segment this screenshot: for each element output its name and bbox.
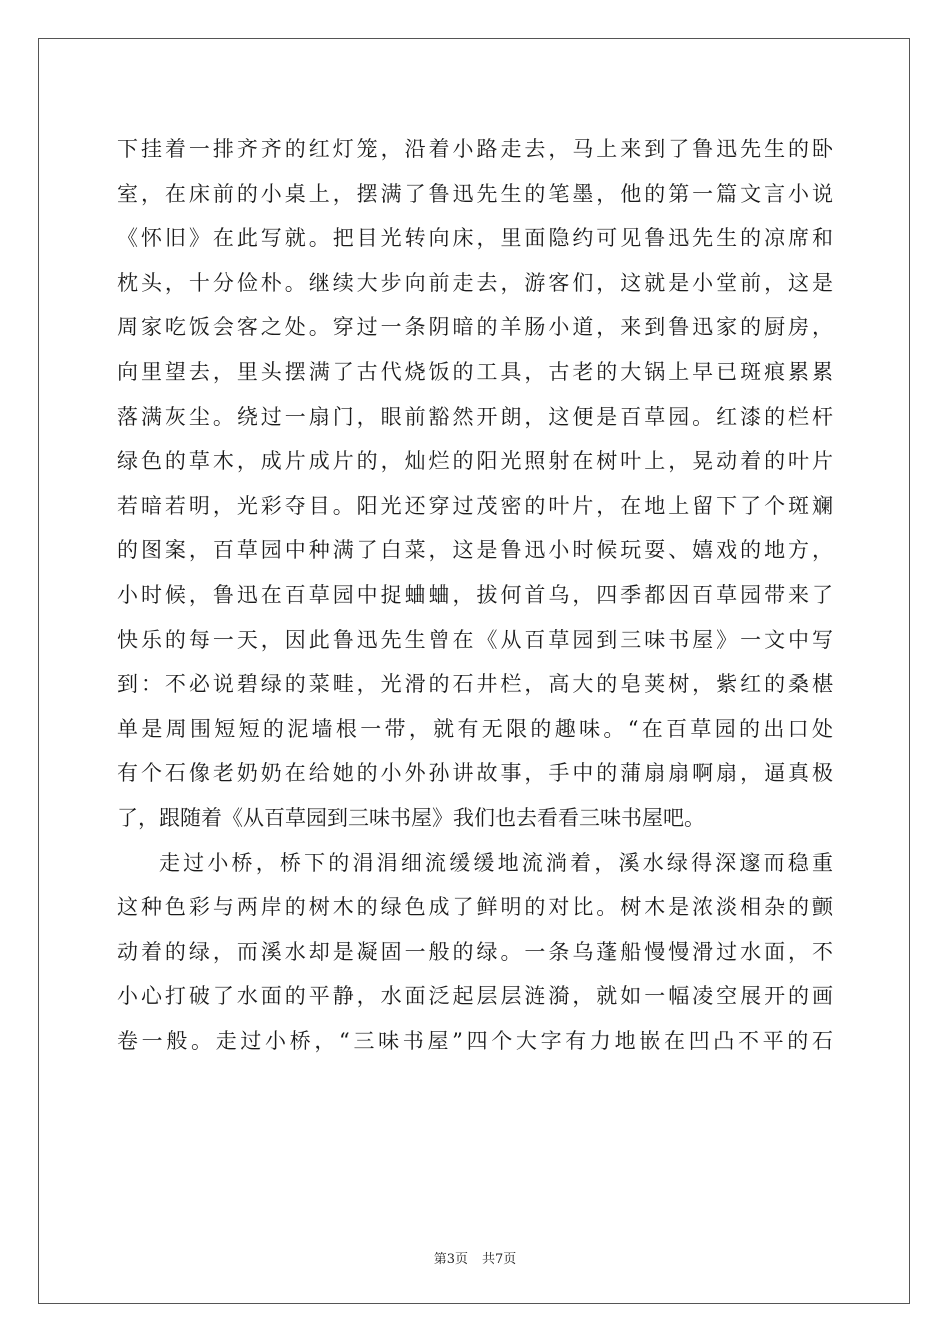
text-line: 快乐的每一天，因此鲁迅先生曾在《从百草园到三味书屋》一文中写 (117, 627, 833, 652)
text-line: 到：不必说碧绿的菜畦，光滑的石井栏，高大的皂荚树，紫红的桑椹 (117, 672, 833, 697)
document-body (117, 127, 833, 1063)
text-line: 卷一般。走过小桥，“三味书屋”四个大字有力地嵌在凹凸不平的石 (117, 1028, 833, 1053)
text-line: 小时候，鲁迅在百草园中捉蛐蛐，拔何首乌，四季都因百草园带来了 (117, 582, 833, 607)
text-line: 单是周围短短的泥墙根一带，就有无限的趣味。“在百草园的出口处 (117, 716, 833, 741)
text-line: 下挂着一排齐齐的红灯笼，沿着小路走去，马上来到了鲁迅先生的卧 (117, 137, 833, 161)
text-line: 动着的绿，而溪水却是凝固一般的绿。一条乌蓬船慢慢滑过水面，不 (117, 939, 833, 964)
text-line: 有个石像老奶奶在给她的小外孙讲故事，手中的蒲扇扇啊扇，逼真极 (117, 761, 833, 786)
page-total: 共7页 (482, 1252, 517, 1267)
text-line: 的图案，百草园中种满了白菜，这是鲁迅小时候玩耍、嬉戏的地方， (117, 538, 833, 563)
text-line: 小心打破了水面的平静，水面泛起层层涟漪，就如一幅凌空展开的画 (117, 984, 833, 1009)
text-line: 这种色彩与两岸的树木的绿色成了鲜明的对比。树木是浓淡相杂的颤 (117, 895, 833, 920)
text-line: 枕头，十分俭朴。继续大步向前走去，游客们，这就是小堂前，这是 (117, 270, 833, 295)
text-line: 室，在床前的小桌上，摆满了鲁迅先生的笔墨，他的第一篇文言小说 (117, 181, 833, 206)
text-line: 向里望去，里头摆满了古代烧饭的工具，古老的大锅上早已斑痕累累 (117, 359, 833, 384)
text-line: 走过小桥，桥下的涓涓细流缓缓地流淌着，溪水绿得深邃而稳重 (159, 850, 833, 875)
paragraph-2 (117, 841, 833, 1064)
text-line: 落满灰尘。绕过一扇门，眼前豁然开朗，这便是百草园。红漆的栏杆 (117, 404, 833, 429)
text-line: 周家吃饭会客之处。穿过一条阴暗的羊肠小道，来到鲁迅家的厨房， (117, 315, 833, 340)
text-line: 《怀旧》在此写就。把目光转向床，里面隐约可见鲁迅先生的凉席和 (117, 226, 833, 251)
page-number: 第3页 (433, 1252, 468, 1267)
text-line: 了，跟随着《从百草园到三味书屋》我们也去看看三味书屋吧。 (117, 805, 705, 830)
paragraph-1 (117, 127, 833, 841)
page-footer (0, 1248, 950, 1267)
text-line: 绿色的草木，成片成片的，灿烂的阳光照射在树叶上，晃动着的叶片 (117, 449, 833, 474)
text-line: 若暗若明，光彩夺目。阳光还穿过茂密的叶片，在地上留下了个斑斓 (117, 493, 833, 518)
